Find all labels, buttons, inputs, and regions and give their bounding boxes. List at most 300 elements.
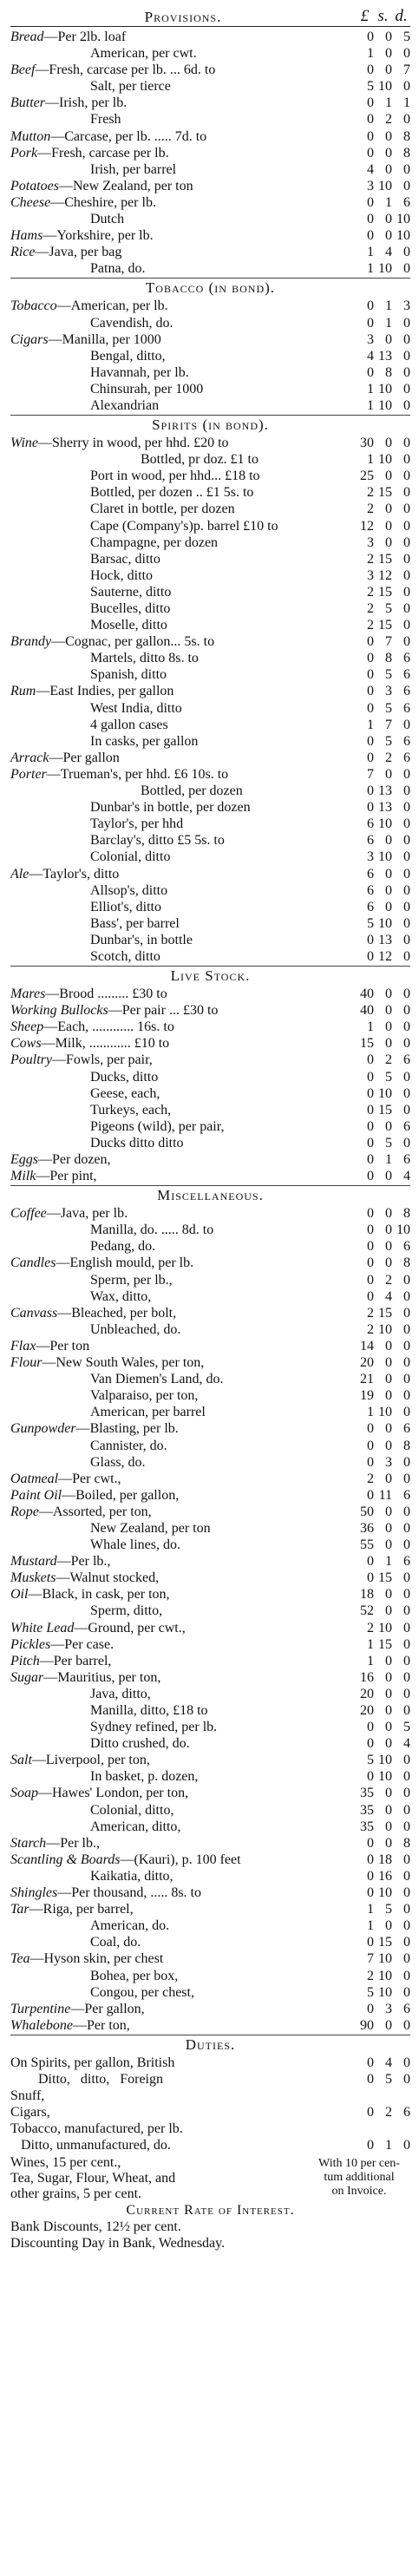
item-heading: Whalebone: [10, 2017, 73, 2033]
item-text: Coal, do.: [90, 1935, 141, 1950]
price-pounds: 0: [367, 1720, 374, 1735]
item-heading: Tar: [10, 1902, 29, 1917]
item-description: [10, 1052, 349, 1068]
brace-note: [308, 2155, 410, 2202]
price-shillings: 10: [378, 1405, 392, 1420]
section-title: Miscellaneous.: [10, 1185, 410, 1205]
item-description: [10, 816, 349, 832]
price-pence: 0: [403, 717, 410, 732]
item-heading: Oil: [10, 1587, 29, 1603]
item-description: [10, 78, 349, 95]
duty-row: [10, 2120, 410, 2137]
price-pence: 0: [403, 1085, 410, 1101]
price-pounds: 0: [367, 684, 374, 699]
price-pence: 0: [403, 833, 410, 849]
price-row: [10, 899, 410, 915]
price-pence: 0: [403, 1338, 410, 1354]
item-text: Unbleached, do.: [90, 1321, 181, 1337]
price-row: [10, 551, 410, 567]
item-description: [10, 2017, 349, 2034]
item-text: —Walnut stocked,: [56, 1570, 160, 1586]
price-pounds: 2: [367, 551, 374, 567]
price-shillings: 0: [385, 1036, 392, 1052]
item-text: 4 gallon cases: [90, 717, 168, 732]
item-text: Irish, per barrel: [90, 161, 177, 177]
item-text: New Zealand, per ton: [90, 1520, 211, 1536]
price-shillings: 13: [378, 348, 392, 364]
item-description: [10, 1205, 349, 1222]
price-shillings: 0: [385, 1802, 392, 1818]
price-pounds: 0: [367, 1935, 374, 1950]
brace-note-line: With 10 per cen-: [318, 2157, 400, 2171]
price-shillings: 5: [385, 667, 392, 683]
price-row: [10, 62, 410, 78]
price-row: [10, 1135, 410, 1151]
price-pence: 0: [403, 1852, 410, 1867]
item-description: [10, 683, 349, 699]
price-pounds: 0: [367, 1487, 374, 1503]
price-row: [10, 1222, 410, 1238]
item-text: —Hyson skin, per chest: [29, 1951, 164, 1967]
price-pounds: 20: [360, 1686, 374, 1701]
price-pence: 0: [403, 1769, 410, 1785]
duty-lines: [10, 2055, 410, 2154]
price-row: [10, 78, 410, 95]
price-pounds: 0: [367, 800, 374, 816]
item-text: Salt, per tierce: [90, 79, 171, 95]
price-pence: 0: [403, 261, 410, 277]
price-row: [10, 700, 410, 717]
price-shillings: 0: [385, 1603, 392, 1619]
item-heading: Starch: [10, 1835, 47, 1851]
price-pounds: 0: [367, 194, 374, 210]
price-row: [10, 1735, 410, 1752]
price-row: [10, 1669, 410, 1686]
price-pence: 0: [403, 436, 410, 451]
price-shillings: 10: [378, 79, 392, 95]
item-text: Whale lines, do.: [90, 1537, 180, 1553]
item-heading: Butter: [10, 95, 45, 111]
item-text: —Fresh, carcase per lb. ... 6d. to: [35, 62, 216, 78]
price-row: [10, 1151, 410, 1168]
price-shillings: 5: [385, 1069, 392, 1085]
price-row: [10, 1354, 410, 1371]
item-description: [10, 298, 349, 314]
price-row: [10, 1321, 410, 1338]
item-text: Sperm, ditto,: [90, 1603, 163, 1619]
price-pence: 0: [403, 1902, 410, 1917]
price-pounds: 0: [367, 1206, 374, 1222]
price-pence: 0: [403, 1868, 410, 1884]
item-description: [10, 315, 349, 331]
item-text: —Ground, per cwt.,: [74, 1620, 186, 1635]
item-text: —Fresh, carcase per lb.: [37, 145, 169, 161]
price-row: [10, 1603, 410, 1619]
price-pence: 0: [403, 849, 410, 865]
duty-pence: 0: [403, 2055, 410, 2070]
price-pounds: 0: [367, 948, 374, 964]
price-row: [10, 451, 410, 468]
price-row: [10, 1272, 410, 1288]
price-row: [10, 650, 410, 666]
price-row: [10, 1835, 410, 1852]
price-pounds: 6: [367, 866, 374, 882]
section-title: Tobacco (in bond).: [10, 278, 410, 298]
item-heading: Pickles: [10, 1636, 51, 1652]
item-heading: Tobacco: [10, 298, 57, 314]
price-shillings: 10: [378, 452, 392, 468]
item-description: [10, 111, 349, 128]
price-shillings: 15: [378, 1305, 392, 1321]
price-pounds: 40: [360, 1003, 374, 1019]
price-pence: 0: [403, 800, 410, 816]
price-pence: 0: [403, 1620, 410, 1635]
price-shillings: 15: [378, 1102, 392, 1118]
item-text: Sydney refined, per lb.: [90, 1720, 218, 1735]
price-pence: 8: [403, 145, 410, 161]
price-shillings: 0: [385, 1653, 392, 1668]
price-shillings: 0: [385, 1003, 392, 1019]
price-shillings: 1: [385, 315, 392, 331]
price-row: [10, 397, 410, 414]
item-text: —Boiled, per gallon,: [62, 1487, 180, 1503]
price-pence: 0: [403, 1003, 410, 1019]
price-row: [10, 1702, 410, 1719]
item-text: Van Diemen's Land, do.: [90, 1372, 224, 1387]
item-description: [10, 1702, 349, 1719]
price-row: [10, 1653, 410, 1669]
price-row: [10, 1371, 410, 1387]
item-description: [10, 551, 349, 567]
price-row: [10, 364, 410, 381]
price-pounds: 1: [367, 46, 374, 62]
price-shillings: 15: [378, 1935, 392, 1950]
price-pence: 0: [403, 783, 410, 799]
price-pounds: 0: [367, 1255, 374, 1271]
price-shillings: 8: [385, 651, 392, 666]
price-pounds: 0: [367, 1868, 374, 1884]
item-text: —New South Wales, per ton,: [42, 1355, 205, 1371]
item-text: —Java, per lb.: [46, 1206, 128, 1222]
price-row: [10, 1752, 410, 1768]
item-description: [10, 1537, 349, 1553]
price-shillings: 5: [385, 733, 392, 749]
item-description: [10, 2001, 349, 2017]
price-pence: 10: [396, 212, 410, 227]
item-description: [10, 501, 349, 517]
price-row: [10, 567, 410, 584]
price-pounds: 3: [367, 567, 374, 583]
price-shillings: 0: [385, 1720, 392, 1735]
price-row: [10, 1553, 410, 1570]
price-pounds: 6: [367, 816, 374, 832]
item-heading: Pitch: [10, 1653, 40, 1668]
item-heading: Flax: [10, 1338, 36, 1354]
item-heading: Rice: [10, 245, 36, 260]
price-pence: 0: [403, 948, 410, 964]
price-shillings: 0: [385, 1587, 392, 1603]
price-row: [10, 348, 410, 364]
item-text: —Per pint,: [36, 1169, 97, 1184]
item-description: [10, 95, 349, 111]
item-text: —Manilla, per 1000: [48, 331, 161, 347]
section-title: Spirits (in bond).: [10, 415, 410, 435]
item-description: [10, 161, 349, 178]
item-text: Bucelles, ditto: [90, 601, 171, 616]
price-shillings: 5: [385, 601, 392, 616]
price-pence: 6: [403, 1554, 410, 1570]
price-pounds: 0: [367, 1885, 374, 1901]
price-row: [10, 1454, 410, 1471]
item-text: Dunbar's in bottle, per dozen: [90, 800, 251, 816]
price-sections: [10, 29, 410, 2034]
item-text: —Per ton,: [72, 2017, 130, 2033]
price-pence: 0: [403, 986, 410, 1002]
price-pence: 0: [403, 452, 410, 468]
price-shillings: 5: [385, 1902, 392, 1917]
duty-row: [10, 2137, 410, 2153]
item-heading: Wine: [10, 436, 38, 451]
price-shillings: 10: [378, 1951, 392, 1967]
price-row: [10, 932, 410, 948]
price-shillings: 5: [385, 1135, 392, 1150]
price-row: [10, 733, 410, 750]
price-pounds: 25: [360, 469, 374, 484]
price-shillings: 0: [385, 1169, 392, 1184]
item-text: Claret in bottle, per dozen: [90, 501, 235, 517]
header: [10, 7, 410, 27]
duty-shillings: 2: [385, 2105, 392, 2120]
item-text: —Per cwt.,: [58, 1471, 121, 1486]
price-pounds: 3: [367, 849, 374, 865]
item-text: —Hawes' London, per ton,: [38, 1786, 189, 1801]
item-heading: Beef: [10, 62, 36, 78]
item-description: [10, 1238, 349, 1255]
price-pence: 3: [403, 298, 410, 314]
price-pence: 0: [403, 1388, 410, 1404]
price-pounds: 30: [360, 436, 374, 451]
wines-tea-note: [10, 2155, 410, 2202]
price-row: [10, 2001, 410, 2017]
price-pounds: 0: [367, 95, 374, 111]
price-pence: 0: [403, 1135, 410, 1150]
price-pence: 0: [403, 1653, 410, 1668]
price-row: [10, 484, 410, 501]
price-pence: 0: [403, 1802, 410, 1818]
item-heading: Sugar: [10, 1669, 44, 1685]
item-text: —Fowls, per pair,: [52, 1052, 153, 1068]
price-row: [10, 1288, 410, 1305]
duty-description: Ditto, unmanufactured, do.: [10, 2138, 171, 2153]
item-text: Port in wood, per hhd... £18 to: [90, 469, 260, 484]
price-row: [10, 468, 410, 484]
price-shillings: 4: [385, 245, 392, 260]
price-row: [10, 1504, 410, 1520]
price-pence: 6: [403, 667, 410, 683]
item-heading: Working Bullocks: [10, 1003, 108, 1019]
price-pounds: 3: [367, 534, 374, 550]
price-pounds: 0: [367, 932, 374, 947]
item-description: [10, 899, 349, 915]
item-text: Allsop's, ditto: [90, 882, 168, 898]
item-heading: Mustard: [10, 1554, 57, 1570]
duty-pounds: 0: [367, 2138, 374, 2153]
item-description: [10, 1454, 349, 1471]
item-description: [10, 260, 349, 277]
price-shillings: 0: [385, 1019, 392, 1035]
price-row: [10, 29, 410, 45]
price-row: [10, 1686, 410, 1702]
price-shillings: 2: [385, 1052, 392, 1068]
item-text: Bottled, pr doz. £1 to: [141, 452, 259, 468]
price-pence: 0: [403, 348, 410, 364]
price-shillings: 3: [385, 684, 392, 699]
price-pence: 6: [403, 1052, 410, 1068]
price-shillings: 0: [385, 1918, 392, 1934]
item-text: —Carcase, per lb. ..... 7d. to: [50, 128, 207, 144]
item-description: [10, 1069, 349, 1085]
duty-pounds: 0: [367, 2105, 374, 2120]
price-pounds: 2: [367, 1471, 374, 1486]
price-pounds: 0: [367, 1239, 374, 1255]
price-pounds: 0: [367, 128, 374, 144]
item-text: —Black, in cask, per ton,: [28, 1587, 170, 1603]
item-text: Alexandrian: [90, 397, 160, 413]
duty-pounds: 0: [367, 2071, 374, 2087]
item-description: [10, 783, 349, 799]
price-shillings: 1: [385, 1152, 392, 1167]
price-pence: 0: [403, 469, 410, 484]
price-pounds: 0: [367, 1835, 374, 1851]
item-text: —Blasting, per lb.: [75, 1421, 179, 1437]
price-pounds: 1: [367, 1653, 374, 1668]
price-shillings: 5: [385, 700, 392, 716]
price-shillings: 15: [378, 551, 392, 567]
item-description: [10, 145, 349, 161]
item-text: —Riga, per barrel,: [29, 1902, 134, 1917]
price-pence: 0: [403, 1321, 410, 1337]
price-pence: 0: [403, 1355, 410, 1371]
duty-pence: 0: [403, 2138, 410, 2153]
price-shillings: 2: [385, 112, 392, 128]
price-row: [10, 882, 410, 899]
item-description: [10, 1984, 349, 2001]
price-row: [10, 1901, 410, 1917]
item-description: [10, 849, 349, 865]
price-pounds: 1: [367, 1636, 374, 1652]
price-row: [10, 766, 410, 783]
item-text: Glass, do.: [90, 1454, 146, 1470]
price-pounds: 90: [360, 2017, 374, 2033]
item-text: —Milk, ............ £10 to: [41, 1036, 170, 1052]
price-row: [10, 95, 410, 111]
price-row: [10, 331, 410, 348]
price-row: [10, 1002, 410, 1019]
item-heading: Porter: [10, 766, 47, 782]
price-pounds: 0: [367, 315, 374, 331]
item-text: —Cognac, per gallon... 5s. to: [51, 634, 215, 650]
price-shillings: 0: [385, 1669, 392, 1685]
item-description: [10, 1852, 349, 1868]
price-shillings: 1: [385, 298, 392, 314]
unit-shillings: s.: [377, 7, 389, 25]
item-text: —Taylor's, ditto: [29, 866, 120, 882]
price-row: [10, 1520, 410, 1537]
price-shillings: 2: [385, 750, 392, 765]
price-shillings: 13: [378, 932, 392, 947]
price-pounds: 19: [360, 1388, 374, 1404]
rate-line: Tea, Sugar, Flour, Wheat, and: [10, 2171, 176, 2186]
item-text: —Assorted, per ton,: [38, 1504, 152, 1519]
price-pence: 6: [403, 1421, 410, 1437]
price-shillings: 0: [385, 1520, 392, 1536]
item-description: [10, 932, 349, 948]
price-row: [10, 584, 410, 600]
item-text: In casks, per gallon: [90, 733, 199, 749]
item-text: Moselle, ditto: [90, 618, 167, 633]
price-pence: 0: [403, 816, 410, 832]
price-shillings: 0: [385, 2017, 392, 2033]
price-pounds: 15: [360, 1036, 374, 1052]
item-description: [10, 750, 349, 766]
item-heading: Salt: [10, 1753, 32, 1768]
price-pounds: 1: [367, 1902, 374, 1917]
item-description: [10, 1934, 349, 1950]
price-pence: 0: [403, 161, 410, 177]
item-text: Java, ditto,: [90, 1686, 151, 1701]
item-description: [10, 799, 349, 816]
item-text: Cavendish, do.: [90, 315, 173, 331]
item-text: —Per lb.,: [46, 1835, 100, 1851]
price-pounds: 14: [360, 1338, 374, 1354]
item-description: [10, 666, 349, 683]
price-pence: 6: [403, 1152, 410, 1167]
item-heading: Arrack: [10, 750, 49, 765]
price-shillings: 0: [385, 331, 392, 347]
price-shillings: 10: [378, 915, 392, 931]
price-pence: 0: [403, 1636, 410, 1652]
item-description: [10, 1002, 349, 1019]
item-description: [10, 1785, 349, 1801]
item-text: —Irish, per lb.: [45, 95, 128, 111]
price-row: [10, 600, 410, 617]
price-shillings: 10: [378, 261, 392, 277]
price-row: [10, 211, 410, 227]
price-pence: 0: [403, 766, 410, 782]
rate-line: other grains, 5 per cent.: [10, 2186, 142, 2202]
price-pence: 0: [403, 1951, 410, 1967]
price-row: [10, 1917, 410, 1934]
item-description: [10, 45, 349, 62]
rates-lines: [10, 2155, 308, 2202]
item-description: [10, 194, 349, 211]
price-row: [10, 1168, 410, 1184]
price-shillings: 13: [378, 783, 392, 799]
price-pounds: 0: [367, 1438, 374, 1453]
price-row: [10, 832, 410, 849]
item-text: —New Zealand, per ton: [59, 178, 193, 193]
price-pence: 0: [403, 567, 410, 583]
item-text: —Per pair ... £30 to: [108, 1003, 219, 1019]
item-heading: Poultry: [10, 1052, 52, 1068]
item-description: [10, 62, 349, 78]
price-pence: 6: [403, 750, 410, 765]
item-text: Hock, ditto: [90, 567, 153, 583]
item-text: Barsac, ditto: [90, 551, 160, 567]
price-shillings: 12: [378, 567, 392, 583]
page-title: Provisions.: [144, 9, 222, 25]
item-heading: White Lead: [10, 1620, 75, 1635]
